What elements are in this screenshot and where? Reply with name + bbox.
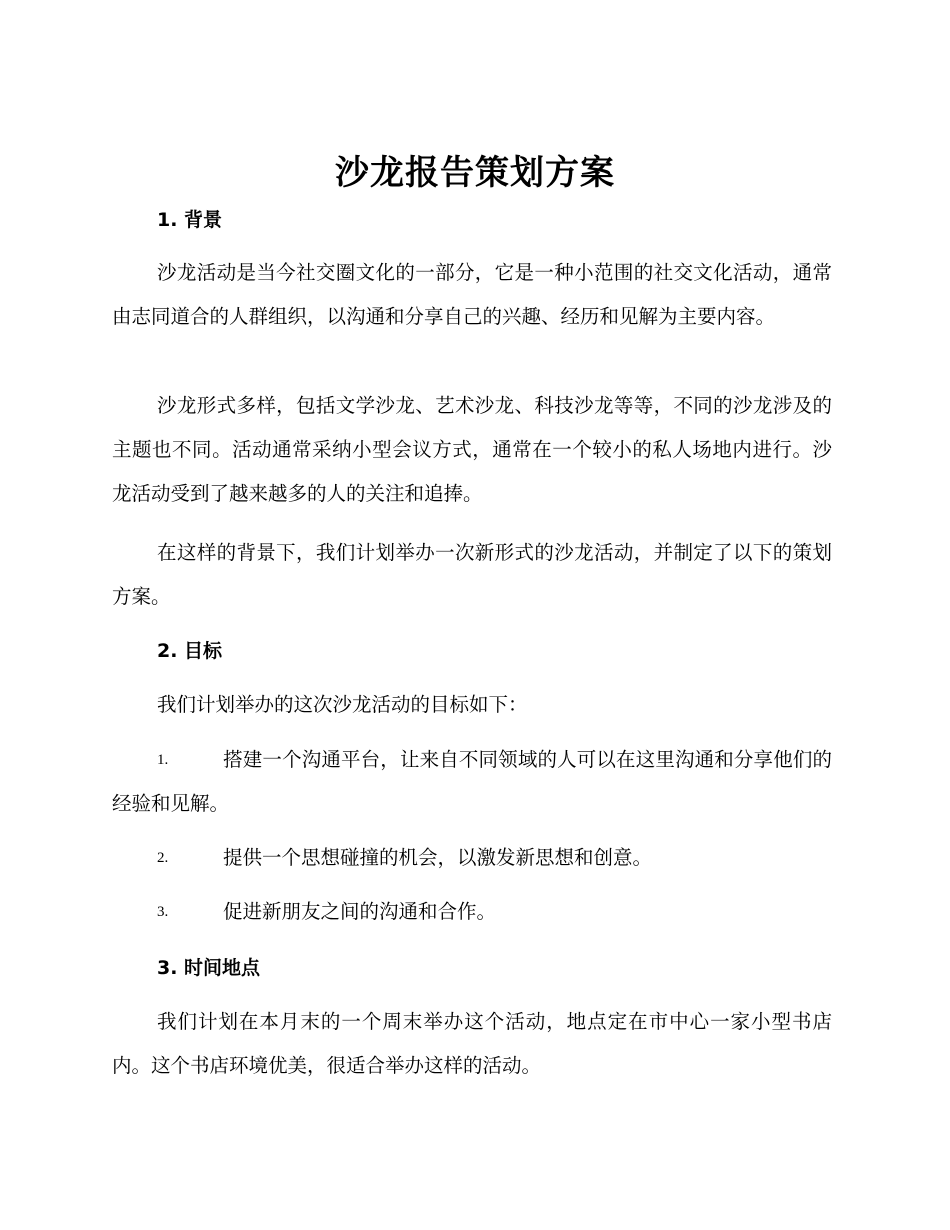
document-title: 沙龙报告策划方案 (335, 153, 615, 193)
paragraph-time-place: 我们计划在本月末的一个周末举办这个活动，地点定在市中心一家小型书店内。这个书店环境优美，很适合举办这样的活动。 (112, 1010, 832, 1077)
list-item-text: 促进新朋友之间的沟通和合作。 (223, 900, 497, 923)
paragraph-background-2: 沙龙形式多样，包括文学沙龙、艺术沙龙、科技沙龙等等，不同的沙龙涉及的主题也不同。活动通常采纳小型会议方式，通常在一个较小的私人场地内进行。沙龙活动受到了越来越多的人的关注和追捧。 (112, 394, 832, 505)
list-number: 2. (157, 850, 169, 866)
section-heading-goals: 2. 目标 (157, 640, 223, 662)
goal-list-item-2 (112, 836, 832, 880)
paragraph-background-3: 在这样的背景下，我们计划举办一次新形式的沙龙活动，并制定了以下的策划方案。 (112, 541, 832, 608)
list-item-text: 搭建一个沟通平台，让来自不同领域的人可以在这里沟通和分享他们的经验和见解。 (112, 748, 832, 815)
goals-intro: 我们计划举办的这次沙龙活动的目标如下： (157, 693, 528, 716)
section-heading-background: 1. 背景 (157, 209, 223, 231)
list-item-text: 提供一个思想碰撞的机会，以激发新思想和创意。 (223, 846, 653, 869)
list-number: 1. (157, 752, 169, 768)
paragraph-background-1: 沙龙活动是当今社交圈文化的一部分，它是一种小范围的社交文化活动，通常由志同道合的人群组织，以沟通和分享自己的兴趣、经历和见解为主要内容。 (112, 261, 832, 328)
section-heading-time-place: 3. 时间地点 (157, 957, 261, 979)
goal-list-item-1 (112, 738, 832, 826)
list-number: 3. (157, 904, 169, 920)
goal-list-item-3 (112, 890, 832, 934)
